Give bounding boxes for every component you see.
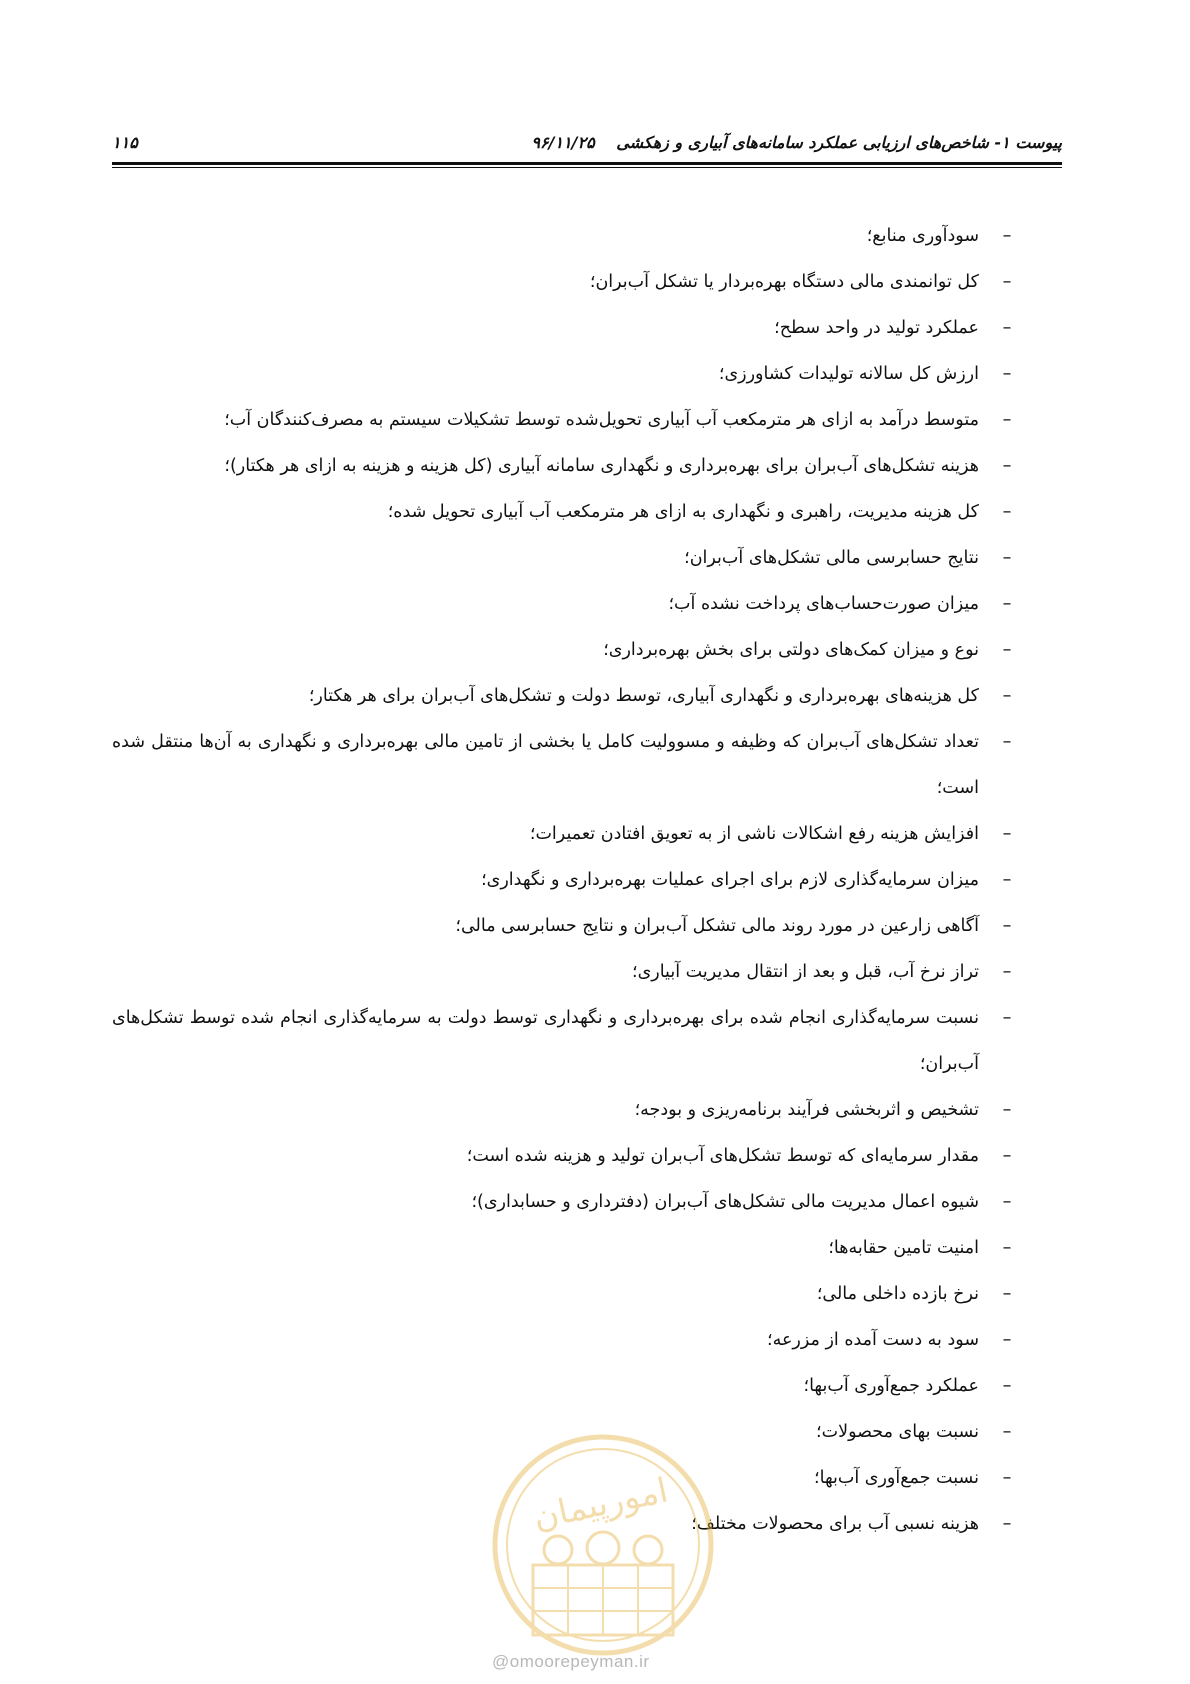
watermark-seal [488, 1430, 718, 1660]
list-item-text: عملکرد تولید در واحد سطح؛ [774, 318, 979, 338]
list-bullet: – [1002, 962, 1012, 982]
seal-text: امورپیمان [529, 1470, 672, 1538]
list-item-text: افزایش هزینه رفع اشکالات ناشی از به تعویق افتادن تعمیرات؛ [529, 824, 979, 844]
list-item-text: نسبت جمع‌آوری آب‌بها؛ [814, 1468, 979, 1488]
list-bullet: – [1002, 226, 1012, 246]
list-item [112, 535, 1062, 581]
list-item [112, 443, 1062, 489]
list-bullet: – [1002, 1192, 1012, 1212]
list-item [112, 1225, 1062, 1271]
list-item-text: نسبت بهای محصولات؛ [816, 1422, 979, 1442]
header-title: پیوست ۱- شاخص‌های ارزیابی عملکرد سامانه‌های آبیاری و زهکشی [616, 132, 1062, 152]
list-item-text: تعداد تشکل‌های آب‌بران که وظیفه و مسوولیت کامل یا بخشی از تامین مالی بهره‌برداری و نگهداری به آن‌ها منتقل شده است؛ [112, 732, 979, 798]
list-bullet: – [1002, 1100, 1012, 1120]
list-item [112, 1087, 1062, 1133]
list-item-text: کل هزینه مدیریت، راهبری و نگهداری به ازای هر مترمکعب آب آبیاری تحویل شده؛ [387, 502, 979, 522]
list-item-text: تراز نرخ آب، قبل و بعد از انتقال مدیریت آبیاری؛ [632, 962, 979, 982]
list-item-text: آگاهی زارعین در مورد روند مالی تشکل آب‌بران و نتایج حسابرسی مالی؛ [455, 916, 979, 936]
list-bullet: – [1002, 824, 1012, 844]
list-item-text: ارزش کل سالانه تولیدات کشاورزی؛ [718, 364, 979, 384]
page-number: ۱۱۵ [112, 132, 138, 152]
list-bullet: – [1002, 1376, 1012, 1396]
list-item [112, 627, 1062, 673]
list-item [112, 1271, 1062, 1317]
list-item [112, 397, 1062, 443]
list-bullet: – [1002, 870, 1012, 890]
list-bullet: – [1002, 548, 1012, 568]
list-bullet: – [1002, 686, 1012, 706]
list-item [112, 673, 1062, 719]
list-item [112, 351, 1062, 397]
list-item-text: نرخ بازده داخلی مالی؛ [816, 1284, 979, 1304]
list-item [112, 581, 1062, 627]
list-item [112, 1317, 1062, 1363]
list-bullet: – [1002, 732, 1012, 752]
list-bullet: – [1002, 272, 1012, 292]
list-item-text: کل توانمندی مالی دستگاه بهره‌بردار یا تشکل آب‌بران؛ [589, 272, 979, 292]
list-item-text: میزان سرمایه‌گذاری لازم برای اجرای عملیات بهره‌برداری و نگهداری؛ [481, 870, 979, 890]
list-item-text: نتایج حسابرسی مالی تشکل‌های آب‌بران؛ [684, 548, 979, 568]
list-bullet: – [1002, 410, 1012, 430]
list-item-text: سود به دست آمده از مزرعه؛ [767, 1330, 979, 1350]
header-date: ۹۶/۱۱/۲۵ [531, 132, 595, 152]
list-bullet: – [1002, 1008, 1012, 1028]
list-item [112, 857, 1062, 903]
list-item [112, 995, 1062, 1087]
list-item-text: میزان صورت‌حساب‌های پرداخت نشده آب؛ [668, 594, 979, 614]
list-bullet: – [1002, 1146, 1012, 1166]
list-bullet: – [1002, 318, 1012, 338]
list-item [112, 903, 1062, 949]
list-item-text: نوع و میزان کمک‌های دولتی برای بخش بهره‌برداری؛ [603, 640, 979, 660]
list-item [112, 811, 1062, 857]
list-bullet: – [1002, 1468, 1012, 1488]
list-bullet: – [1002, 1284, 1012, 1304]
list-bullet: – [1002, 640, 1012, 660]
list-item-text: امنیت تامین حقابه‌ها؛ [828, 1238, 979, 1258]
list-bullet: – [1002, 1514, 1012, 1534]
list-item [112, 719, 1062, 811]
list-item-text: شیوه اعمال مدیریت مالی تشکل‌های آب‌بران (دفترداری و حسابداری)؛ [471, 1192, 979, 1212]
list-bullet: – [1002, 1422, 1012, 1442]
list-item [112, 489, 1062, 535]
indicator-list [112, 213, 1062, 1547]
list-item-text: هزینه نسبی آب برای محصولات مختلف؛ [691, 1514, 979, 1534]
list-bullet: – [1002, 364, 1012, 384]
list-item-text: هزینه تشکل‌های آب‌بران برای بهره‌برداری و نگهداری سامانه آبیاری (کل هزینه و هزینه به ازای هر هکتار)؛ [224, 456, 979, 476]
list-item [112, 1133, 1062, 1179]
list-item-text: سودآوری منابع؛ [866, 226, 979, 246]
list-item-text: تشخیص و اثربخشی فرآیند برنامه‌ریزی و بودجه؛ [634, 1100, 979, 1120]
list-item [112, 949, 1062, 995]
header-rule-thin [112, 167, 1062, 168]
list-item [112, 1179, 1062, 1225]
list-bullet: – [1002, 1330, 1012, 1350]
list-item-text: مقدار سرمایه‌ای که توسط تشکل‌های آب‌بران تولید و هزینه شده است؛ [466, 1146, 979, 1166]
running-title [531, 133, 1062, 152]
list-bullet: – [1002, 916, 1012, 936]
list-item-text: عملکرد جمع‌آوری آب‌بها؛ [803, 1376, 979, 1396]
list-item-text: کل هزینه‌های بهره‌برداری و نگهداری آبیاری، توسط دولت و تشکل‌های آب‌بران برای هر هکتار؛ [308, 686, 979, 706]
list-item-text: متوسط درآمد به ازای هر مترمکعب آب آبیاری تحویل‌شده توسط تشکیلات سیستم به مصرف‌کنندگان آب؛ [224, 410, 979, 430]
list-bullet: – [1002, 594, 1012, 614]
list-item [112, 259, 1062, 305]
list-bullet: – [1002, 1238, 1012, 1258]
list-item [112, 305, 1062, 351]
watermark-url: @omoorepeyman.ir [492, 1652, 650, 1671]
list-bullet: – [1002, 502, 1012, 522]
list-bullet: – [1002, 456, 1012, 476]
list-item [112, 1363, 1062, 1409]
page-header [112, 128, 1062, 156]
header-rule [112, 162, 1062, 165]
list-item [112, 213, 1062, 259]
list-item-text: نسبت سرمایه‌گذاری انجام شده برای بهره‌برداری و نگهداری توسط دولت به سرمایه‌گذاری انجام شده توسط تشکل‌های آب‌بران؛ [112, 1008, 979, 1074]
